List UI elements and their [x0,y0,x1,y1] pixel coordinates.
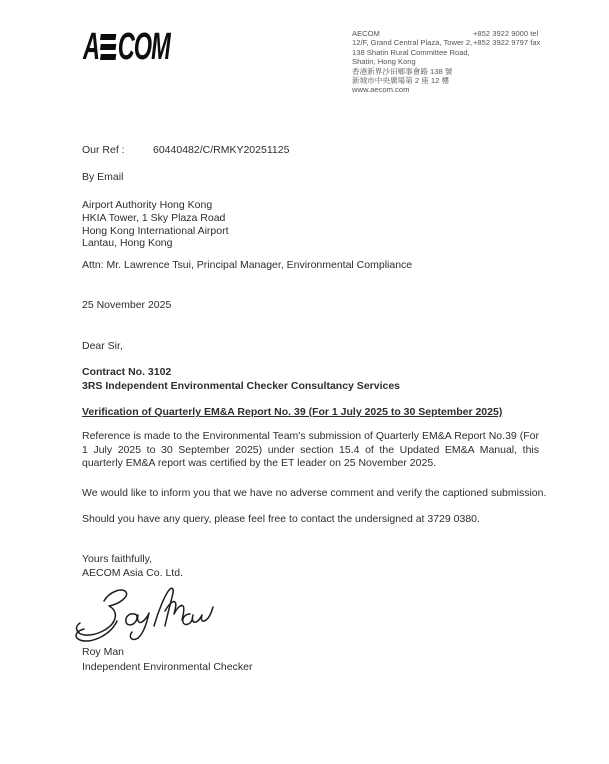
attention-line: Attn: Mr. Lawrence Tsui, Principal Manager, Environmental Compliance [82,259,413,271]
letterhead-website: www.aecom.com [352,85,410,95]
valediction: Yours faithfully, [82,553,153,565]
letterhead-tel: +852 3922 9000 tel [473,29,539,38]
letterhead-address-line: 138 Shatin Rural Committee Road, [352,47,470,57]
signer-block [82,645,252,675]
contract-heading [82,366,400,393]
contract-number-line: Contract No. 3102 [82,366,172,378]
body-paragraph-2: We would like to inform you that we have no adverse comment and verify the captioned submission. [82,487,547,499]
letterhead-address-line: Shatin, Hong Kong [352,57,416,67]
body-paragraph-3: Should you have any query, please feel free to contact the undersigned at 3729 0380. [82,513,480,525]
recipient-address-line: Lantau, Hong Kong [82,237,173,250]
our-ref-row [82,144,289,158]
signer-title: Independent Environmental Checker [82,661,253,673]
recipient-address-line: HKIA Tower, 1 Sky Plaza Road [82,211,226,224]
logo-triple-bar-e-icon [100,34,115,60]
delivery-method: By Email [82,171,124,183]
logo-letters-com: COM [117,26,170,68]
contract-title-line: 3RS Independent Environmental Checker Consultancy Services [82,379,401,392]
closing-block [82,553,183,580]
letterhead-contact [473,29,540,48]
letter-date: 25 November 2025 [82,299,172,311]
recipient-address-line: Airport Authority Hong Kong [82,199,213,211]
salutation: Dear Sir, [82,340,123,352]
letterhead-company: AECOM [352,29,380,38]
recipient-address-line: Hong Kong International Airport [82,224,229,237]
signing-company: AECOM Asia Co. Ltd. [82,566,183,579]
recipient-address [82,199,229,250]
aecom-logo [83,28,170,66]
signer-name: Roy Man [82,646,125,658]
body-paragraph-1: Reference is made to the Environmental Team's submission of Quarterly EM&A Report No.39 (For 1 July 2025 to 30 September 2025) under section 15.4 of the Updated EM&A Manual, this quarterly EM&A report was certified by the ET leader on 25 November 2025. [82,430,539,469]
letterhead-address [352,29,472,95]
letterhead-address-line-chinese: 香港新界沙田鄉事會路 138 號 [352,66,453,76]
logo-letter-a: A [83,26,100,68]
signature-image [72,584,222,652]
letterhead-address-line-chinese: 新城市中央廣場第 2 座 12 樓 [352,76,450,86]
letterhead-address-line: 12/F, Grand Central Plaza, Tower 2, [352,38,473,48]
our-ref-label: Our Ref : [82,144,125,156]
our-ref-value: 60440482/C/RMKY20251125 [153,144,290,156]
letterhead-fax: +852 3922 9797 fax [473,38,541,48]
subject-line: Verification of Quarterly EM&A Report No. 39 (For 1 July 2025 to 30 September 2025) [82,406,503,418]
